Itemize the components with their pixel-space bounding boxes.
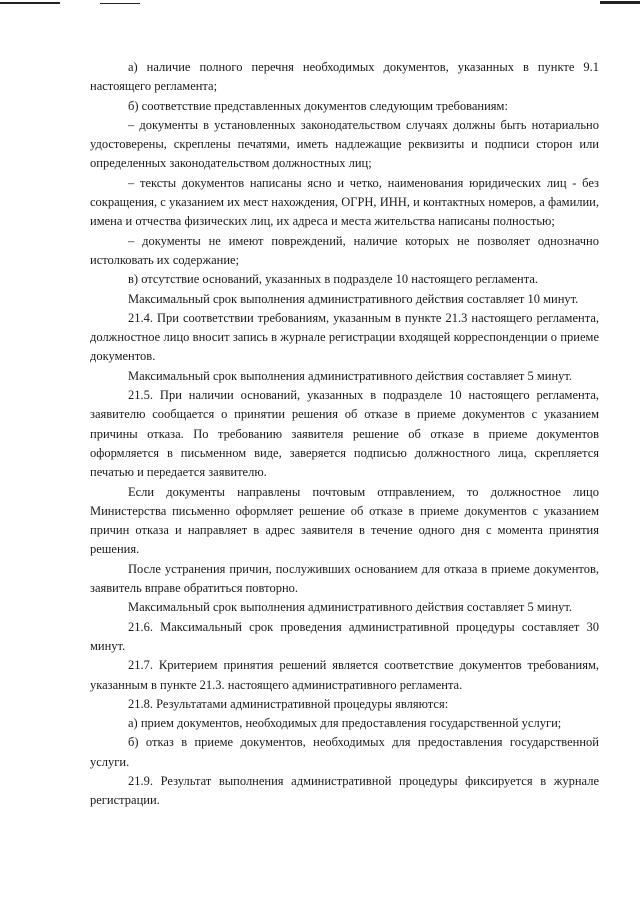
paragraph-resubmit: После устранения причин, послуживших основанием для отказа в приеме документов, заявитель вправе обратиться повторно. — [90, 561, 599, 596]
paragraph-21-6: 21.6. Максимальный срок проведения административной процедуры составляет 30 минут. — [90, 619, 599, 653]
paragraph-dash-undamaged: – документы не имеют повреждений, наличие которых не позволяет однозначно истолковать их содержание; — [90, 233, 599, 267]
paragraph-b-requirements: б) соответствие представленных документов следующим требованиям: — [128, 98, 508, 113]
scan-mark — [600, 1, 640, 4]
paragraph-postal: Если документы направлены почтовым отправлением, то должностное лицо Министерства письменно оформляет решение об отказе в приеме документов с указанием причин отказа и направляет в адрес заявителя в течение одного дня с момента принятия решения. — [90, 484, 599, 557]
paragraph-dash-legible: – тексты документов написаны ясно и четко, наименования юридических лиц - без сокращения, с указанием их мест нахождения, ОГРН, ИНН, и контактных номеров, а фамилии, имена и отчества физических лиц, их адреса и места жительства написаны полностью; — [90, 175, 599, 229]
paragraph-result-b: б) отказ в приеме документов, необходимых для предоставления государственной услуги. — [90, 735, 599, 769]
document-body — [90, 58, 599, 811]
paragraph-21-7: 21.7. Критерием принятия решений является соответствие документов требованиям, указанным в пункте 21.3. настоящего административного регламента. — [90, 658, 599, 692]
scan-mark — [0, 2, 60, 4]
paragraph-21-4: 21.4. При соответствии требованиям, указанным в пункте 21.3 настоящего регламента, должностное лицо вносит запись в журнале регистрации входящей корреспонденции о приеме документов. — [90, 310, 599, 364]
paragraph-dash-notarized: – документы в установленных законодательством случаях должны быть нотариально удостоверены, скреплены печатями, иметь надлежащие реквизиты и подписи сторон или определенных законодательством должностных лиц; — [90, 117, 599, 171]
paragraph-21-5: 21.5. При наличии оснований, указанных в подразделе 10 настоящего регламента, заявителю сообщается о принятии решения об отказе в приеме документов с указанием причины отказа. По требованию заявителя решение об отказе в приеме документов оформляется в письменном виде, заверяется подписью должностного лица, скрепляется печатью и передается заявителю. — [90, 388, 599, 480]
paragraph-v-no-grounds: в) отсутствие оснований, указанных в подразделе 10 настоящего регламента. — [128, 272, 539, 287]
scan-edge-marks — [0, 0, 640, 8]
paragraph-max-time-10: Максимальный срок выполнения административного действия составляет 10 минут. — [128, 291, 579, 306]
paragraph-a-list-complete: а) наличие полного перечня необходимых документов, указанных в пункте 9.1 настоящего регламента; — [90, 60, 599, 94]
paragraph-result-a: а) прием документов, необходимых для предоставления государственной услуги; — [128, 716, 562, 731]
paragraph-max-time-5b: Максимальный срок выполнения административного действия составляет 5 минут. — [128, 600, 573, 615]
paragraph-max-time-5a: Максимальный срок выполнения административного действия составляет 5 минут. — [128, 368, 573, 383]
scan-mark — [100, 3, 140, 4]
paragraph-21-9: 21.9. Результат выполнения административной процедуры фиксируется в журнале регистрации. — [90, 773, 599, 808]
paragraph-21-8: 21.8. Результатами административной процедуры являются: — [128, 696, 449, 711]
